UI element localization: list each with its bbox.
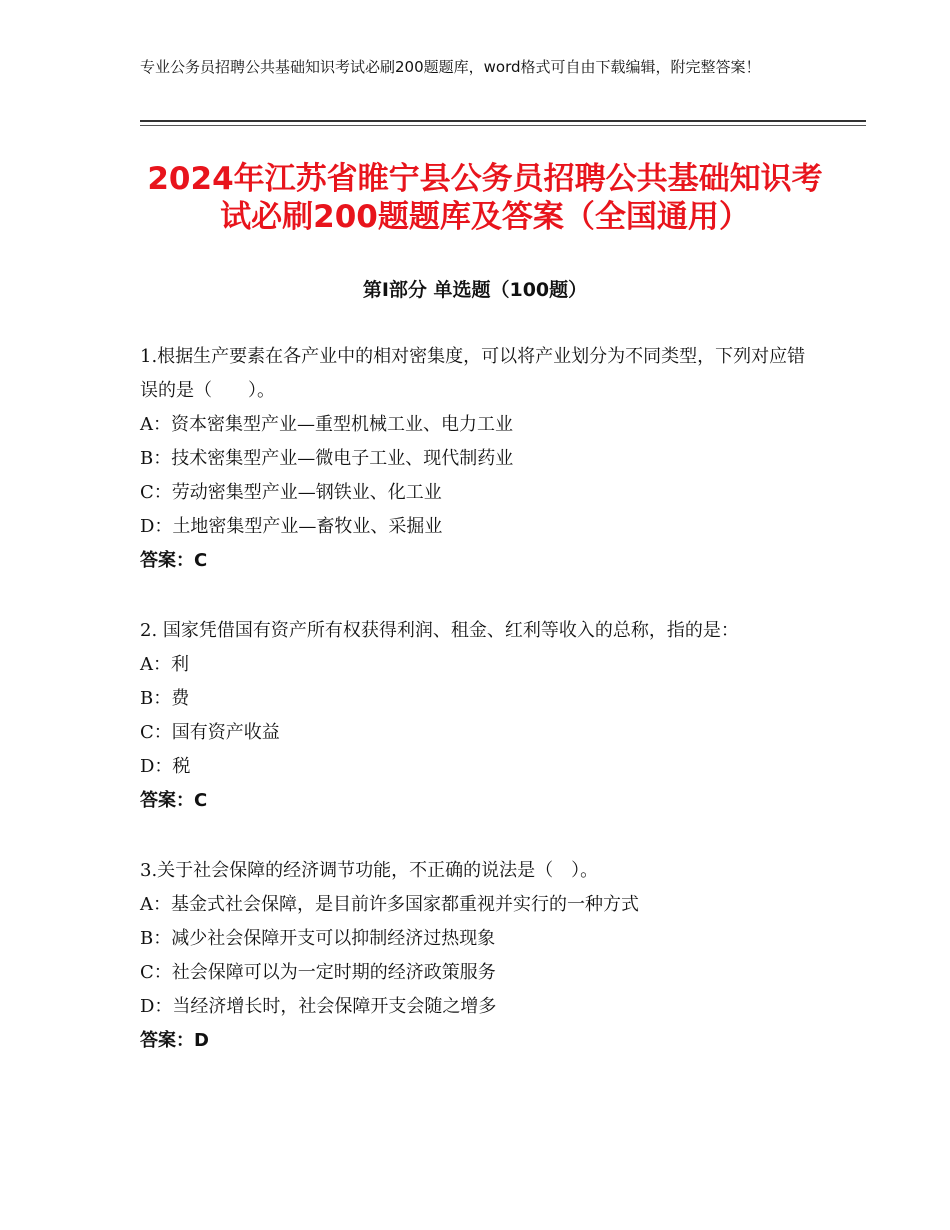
option-d: D：当经济增长时，社会保障开支会随之增多 bbox=[140, 996, 497, 1017]
spacer bbox=[140, 818, 810, 854]
spacer bbox=[140, 578, 810, 614]
option-b: B：费 bbox=[140, 688, 190, 709]
question-2 bbox=[140, 614, 810, 818]
question-text: 1.根据生产要素在各产业中的相对密集度，可以将产业划分为不同类型，下列对应错误的是（ ）。 bbox=[140, 346, 806, 401]
question-1 bbox=[140, 340, 810, 578]
option-c: C：劳动密集型产业—钢铁业、化工业 bbox=[140, 482, 442, 503]
section-title: 第Ⅰ部分 单选题（100题） bbox=[362, 279, 588, 301]
option-b: B：技术密集型产业—微电子工业、现代制药业 bbox=[140, 448, 514, 469]
header-rule-thin bbox=[140, 125, 866, 126]
answer: 答案：D bbox=[140, 1030, 209, 1051]
option-a: A：基金式社会保障，是目前许多国家都重视并实行的一种方式 bbox=[140, 894, 639, 915]
header-note: 专业公务员招聘公共基础知识考试必刷200题题库，word格式可自由下载编辑，附完整答案！ bbox=[140, 58, 761, 76]
question-text: 3.关于社会保障的经济调节功能，不正确的说法是（ ）。 bbox=[140, 860, 599, 881]
answer: 答案：C bbox=[140, 550, 208, 571]
option-d: D：土地密集型产业—畜牧业、采掘业 bbox=[140, 516, 443, 537]
option-d: D：税 bbox=[140, 756, 191, 777]
option-a: A：利 bbox=[140, 654, 189, 675]
answer: 答案：C bbox=[140, 790, 208, 811]
option-c: C：国有资产收益 bbox=[140, 722, 280, 743]
option-a: A：资本密集型产业—重型机械工业、电力工业 bbox=[140, 414, 513, 435]
question-3 bbox=[140, 854, 810, 1058]
header-rule bbox=[140, 120, 866, 122]
option-b: B：减少社会保障开支可以抑制经济过热现象 bbox=[140, 928, 496, 949]
question-text: 2. 国家凭借国有资产所有权获得利润、租金、红利等收入的总称，指的是： bbox=[140, 620, 739, 641]
option-c: C：社会保障可以为一定时期的经济政策服务 bbox=[140, 962, 496, 983]
question-list bbox=[140, 340, 810, 1058]
document-title: 2024年江苏省睢宁县公务员招聘公共基础知识考试必刷200题题库及答案（全国通用） bbox=[147, 161, 823, 235]
